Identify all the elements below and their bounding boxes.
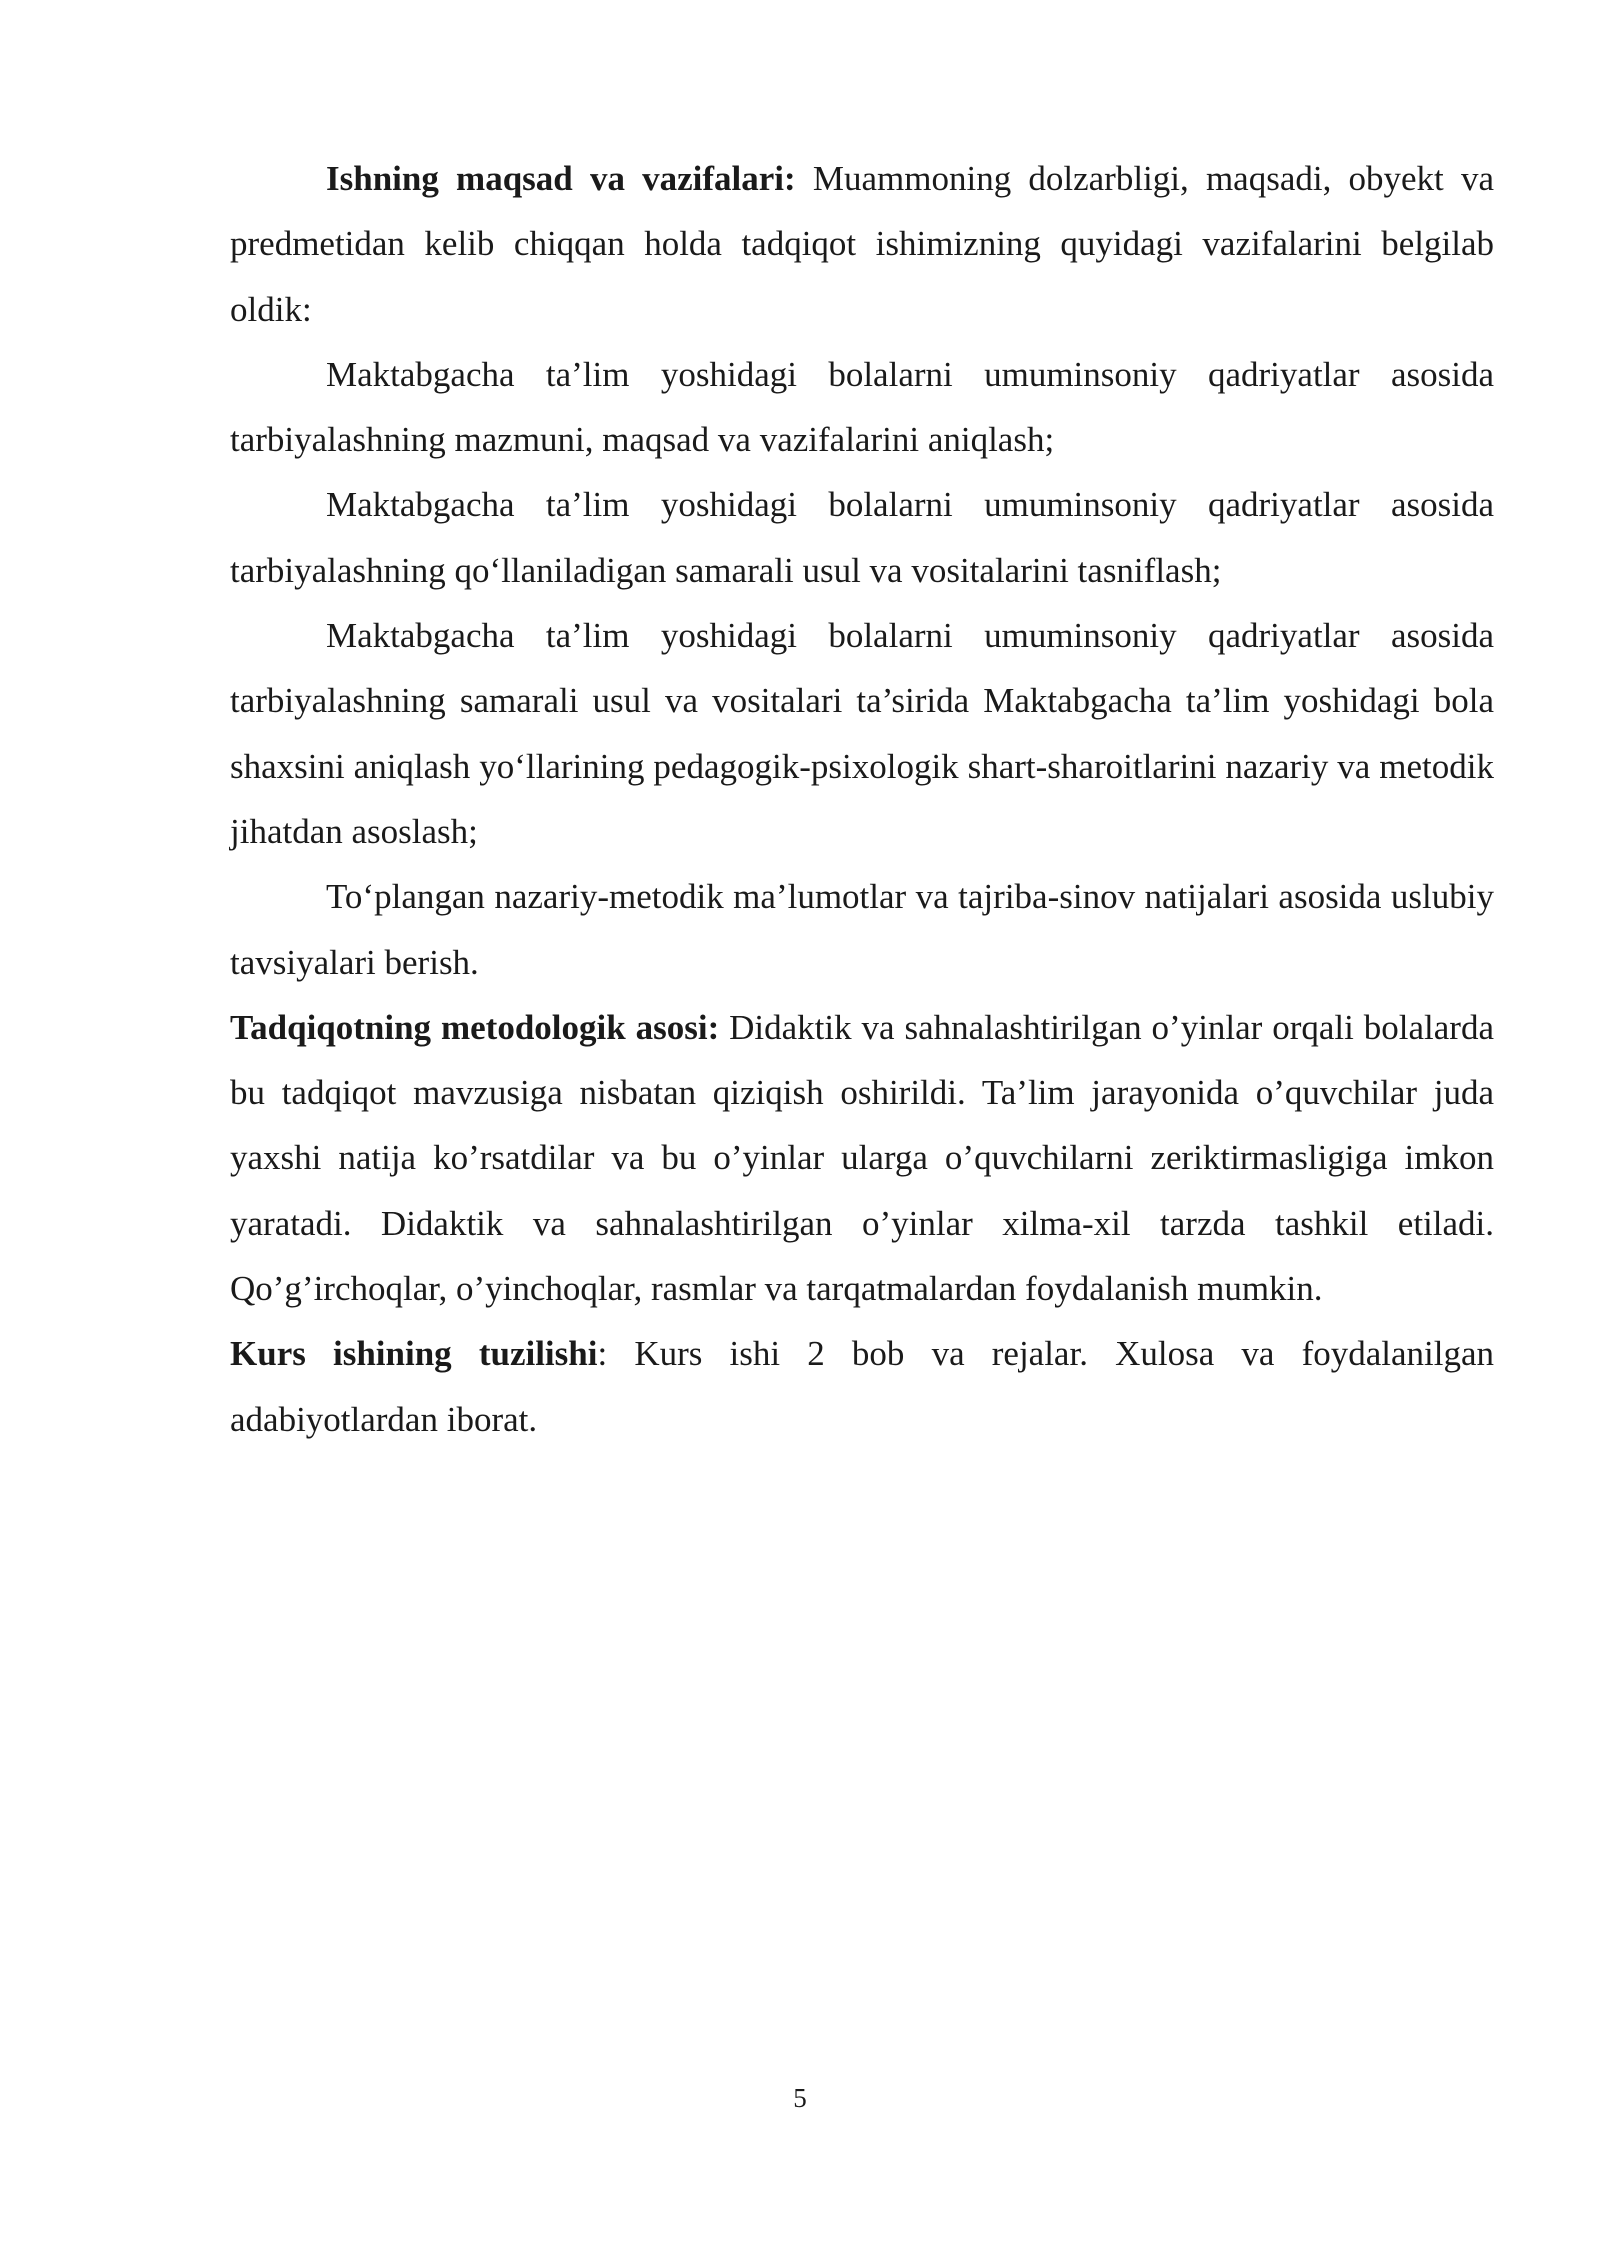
goals-paragraph <box>230 146 1494 342</box>
task-paragraph-3: Maktabgacha ta’lim yoshidagi bolalarni umuminsoniy qadriyatlar asosida tarbiyalashning samarali usul va vositalari ta’sirida Maktabgacha ta’lim yoshidagi bola shaxsini aniqlash yo‘llarining pedagogik-psixologik shart-sharoitlarini nazariy va metodik jihatdan asoslash; <box>230 616 1494 851</box>
structure-text: : Kurs ishi 2 bob va rejalar. Xulosa va foydalanilgan adabiyotlardan iborat. <box>230 1334 1495 1439</box>
methodology-heading: Tadqiqotning metodologik asosi: <box>230 1007 720 1047</box>
structure-heading: Kurs ishining tuzilishi <box>230 1334 598 1374</box>
methodology-text: Didaktik va sahnalashtirilgan o’yinlar orqali bolalarda bu tadqiqot mavzusiga nisbatan qiziqish oshirildi. Ta’lim jarayonida o’quvchilar juda yaxshi natija ko’rsatdilar va bu o’yinlar ularga o’quvchilarni zeriktirmasligiga imkon yaratadi. Didaktik va sahnalashtirilgan o’yinlar xilma-xil tarzda tashkil etiladi. Qo’g’irchoqlar, o’yinchoqlar, rasmlar va tarqatmalardan foydalanish mumkin. <box>230 1007 1494 1309</box>
task-paragraph-4: To‘plangan nazariy-metodik ma’lumotlar va tajriba-sinov natijalari asosida uslubiy tavsiyalari berish. <box>230 877 1494 982</box>
structure-paragraph <box>230 1321 1494 1452</box>
task-paragraph-2: Maktabgacha ta’lim yoshidagi bolalarni umuminsoniy qadriyatlar asosida tarbiyalashning qo‘llaniladigan samarali usul va vositalarini tasniflash; <box>230 485 1494 590</box>
page-number: 5 <box>793 2083 807 2113</box>
task-paragraph-1: Maktabgacha ta’lim yoshidagi bolalarni umuminsoniy qadriyatlar asosida tarbiyalashning mazmuni, maqsad va vazifalarini aniqlash; <box>230 354 1494 460</box>
page-content <box>230 146 1494 1452</box>
methodology-paragraph <box>230 995 1494 1321</box>
goals-heading: Ishning maqsad va vazifalari: <box>326 159 796 198</box>
goals-text: Muammoning dolzarbligi, maqsadi, obyekt va predmetidan kelib chiqqan holda tadqiqot ishimizning quyidagi vazifalarini belgilab oldik: <box>230 159 1494 329</box>
